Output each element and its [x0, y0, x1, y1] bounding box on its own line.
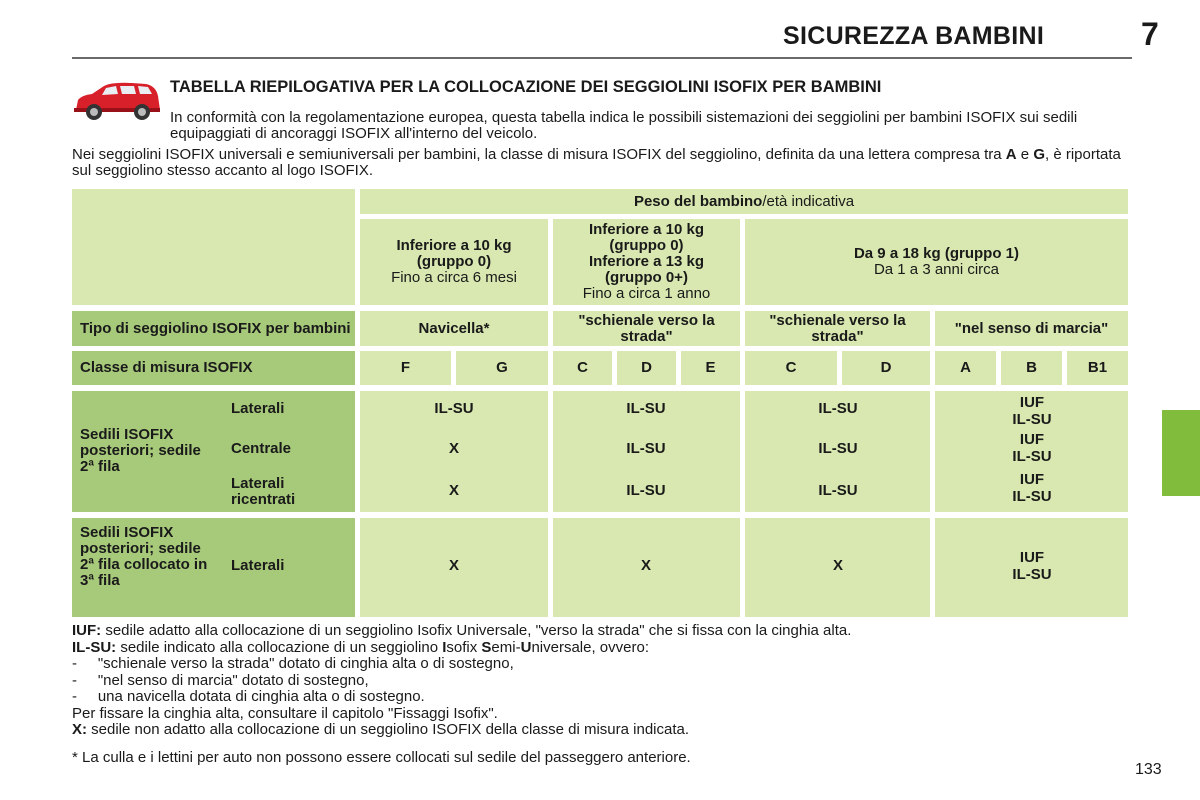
r1-ric-c4b: IL-SU — [1012, 488, 1052, 505]
class-d: D — [617, 351, 676, 385]
weight-header-rest: /età indicativa — [762, 192, 855, 210]
note-x — [72, 722, 1152, 739]
r2-c3: X — [832, 557, 844, 574]
r1-cen-c4a: IUF — [1019, 431, 1045, 448]
row2-sub-laterali: Laterali — [231, 557, 285, 574]
row1-label: Sedili ISOFIX posteriori; sedile 2ª fila — [80, 426, 201, 475]
note-ilsu-tail: niversale, ovvero: — [531, 638, 649, 656]
note-x-label: X: — [72, 721, 87, 738]
r1-ric-c3: IL-SU — [818, 482, 858, 499]
para-text-2: , è riportata sul seggiolino stesso accanto al logo ISOFIX. — [72, 146, 1121, 179]
r1-ric-c2: IL-SU — [626, 482, 666, 499]
note-iuf-text: sedile adatto alla collocazione di un seggiolino Isofix Universale, "verso la strada" che si fissa con la cinghia alta. — [101, 622, 852, 639]
note-iuf-label: IUF: — [72, 622, 102, 639]
chapter-title: SICUREZZA BAMBINI — [783, 22, 1045, 50]
class-b: B — [1001, 351, 1062, 385]
r2-c4a: IUF — [1019, 549, 1045, 566]
type-forward-facing: "nel senso di marcia" — [935, 311, 1128, 346]
page-number: 133 — [1135, 761, 1162, 778]
group-0-cell — [360, 219, 548, 305]
class-c: C — [553, 351, 612, 385]
table-corner-cell — [72, 189, 355, 305]
group-0plus-line1: Inferiore a 10 kg — [588, 221, 705, 238]
class-f: F — [360, 351, 451, 385]
group-0-line2: (gruppo 0) — [416, 253, 492, 270]
weight-header-bold: Peso del bambino — [633, 192, 763, 210]
row1-sub-ricentrati: Laterali ricentrati — [231, 475, 296, 508]
r2-c4b: IL-SU — [1012, 566, 1052, 583]
class-paragraph — [72, 147, 1137, 179]
r1-cen-c2: IL-SU — [626, 440, 666, 457]
class-a: A — [935, 351, 996, 385]
r2-c1: X — [448, 557, 460, 574]
group-1-line2: Da 1 a 3 anni circa — [873, 261, 1000, 278]
type-rear-facing-1: "schienale verso la strada" — [553, 311, 740, 346]
section-title: TABELLA RIEPILOGATIVA PER LA COLLOCAZIONE DEI SEGGIOLINI ISOFIX PER BAMBINI — [170, 78, 882, 96]
note-ilsu-i: I — [442, 638, 447, 656]
note-ilsu-emi: emi- — [491, 638, 521, 656]
class-g: G — [456, 351, 548, 385]
legend-notes — [72, 623, 1152, 739]
note-x-text: sedile non adatto alla collocazione di un seggiolino ISOFIX della classe di misura indicata. — [87, 721, 690, 738]
para-text-1: Nei seggiolini ISOFIX universali e semiuniversali per bambini, la classe di misura ISOFIX del seggiolino, definita da una lettera compresa tra — [72, 146, 1006, 163]
class-label: Classe di misura ISOFIX — [72, 351, 355, 385]
r1-lat-c3: IL-SU — [818, 400, 858, 417]
r2-c2: X — [640, 557, 652, 574]
note-ilsu-sofix: sofix — [446, 638, 482, 656]
type-rear-facing-2: "schienale verso la strada" — [745, 311, 930, 346]
type-navicella: Navicella* — [360, 311, 548, 346]
group-1-cell — [745, 219, 1128, 305]
note-ilsu-text: sedile indicato alla collocazione di un seggiolino — [116, 638, 443, 656]
para-letter-g: G — [1033, 146, 1045, 163]
group-0plus-cell — [553, 219, 740, 305]
para-letter-a: A — [1005, 146, 1017, 163]
r1-cen-c1: X — [448, 440, 460, 457]
car-icon — [72, 80, 162, 124]
type-label: Tipo di seggiolino ISOFIX per bambini — [72, 311, 355, 346]
row2-label: Sedili ISOFIX posteriori; sedile 2ª fila collocato in 3ª fila — [80, 524, 208, 589]
r1-lat-c1: IL-SU — [434, 400, 474, 417]
r1-lat-c4b: IL-SU — [1012, 411, 1052, 428]
group-1-line1: Da 9 a 18 kg (gruppo 1) — [853, 245, 1020, 262]
chapter-tab — [1162, 410, 1200, 496]
note-ilsu-u: U — [520, 638, 532, 656]
class-d2: D — [842, 351, 930, 385]
group-0plus-line5: Fino a circa 1 anno — [582, 285, 711, 302]
group-0-line1: Inferiore a 10 kg — [396, 237, 512, 254]
class-b1: B1 — [1067, 351, 1128, 385]
group-0-line3: Fino a circa 6 mesi — [391, 269, 517, 286]
note-dash-1: - "schienale verso la strada" dotato di cinghia alta o di sostegno, — [72, 655, 514, 672]
r1-cen-c4b: IL-SU — [1012, 448, 1052, 465]
header-divider — [72, 57, 1132, 59]
r1-lat-c2: IL-SU — [626, 400, 666, 417]
class-c2: C — [745, 351, 837, 385]
para-text-e: e — [1016, 146, 1034, 163]
weight-header — [360, 189, 1128, 214]
note-ilsu-s: S — [481, 638, 492, 656]
class-e: E — [681, 351, 740, 385]
row1-sub-centrale: Centrale — [231, 440, 292, 457]
note-dash-3: - una navicella dotata di cinghia alta o di sostegno. — [72, 688, 425, 705]
group-0plus-line4: (gruppo 0+) — [605, 269, 688, 286]
note-ilsu-label: IL-SU: — [72, 638, 117, 656]
r1-ric-c1: X — [448, 482, 460, 499]
group-0plus-line3: Inferiore a 13 kg — [588, 253, 705, 270]
row1-sub-laterali: Laterali — [231, 400, 285, 417]
footnote: * La culla e i lettini per auto non possono essere collocati sul sedile del passeggero anteriore. — [72, 749, 691, 766]
note-ilsu — [72, 640, 1152, 657]
r1-cen-c3: IL-SU — [818, 440, 858, 457]
group-0plus-line2: (gruppo 0) — [609, 237, 684, 254]
intro-paragraph: In conformità con la regolamentazione europea, questa tabella indica le possibili sistemazioni dei seggiolini per bambini ISOFIX sui sedili equipaggiati di ancoraggi ISOFIX all'interno del veicolo. — [170, 109, 1078, 142]
note-fix: Per fissare la cinghia alta, consultare il capitolo "Fissaggi Isofix". — [72, 704, 498, 722]
r1-ric-c4a: IUF — [1019, 471, 1045, 488]
r1-lat-c4a: IUF — [1019, 394, 1045, 411]
note-iuf — [72, 623, 1152, 640]
note-dash-2: - "nel senso di marcia" dotato di sostegno, — [72, 671, 369, 689]
chapter-number: 7 — [1141, 16, 1159, 52]
